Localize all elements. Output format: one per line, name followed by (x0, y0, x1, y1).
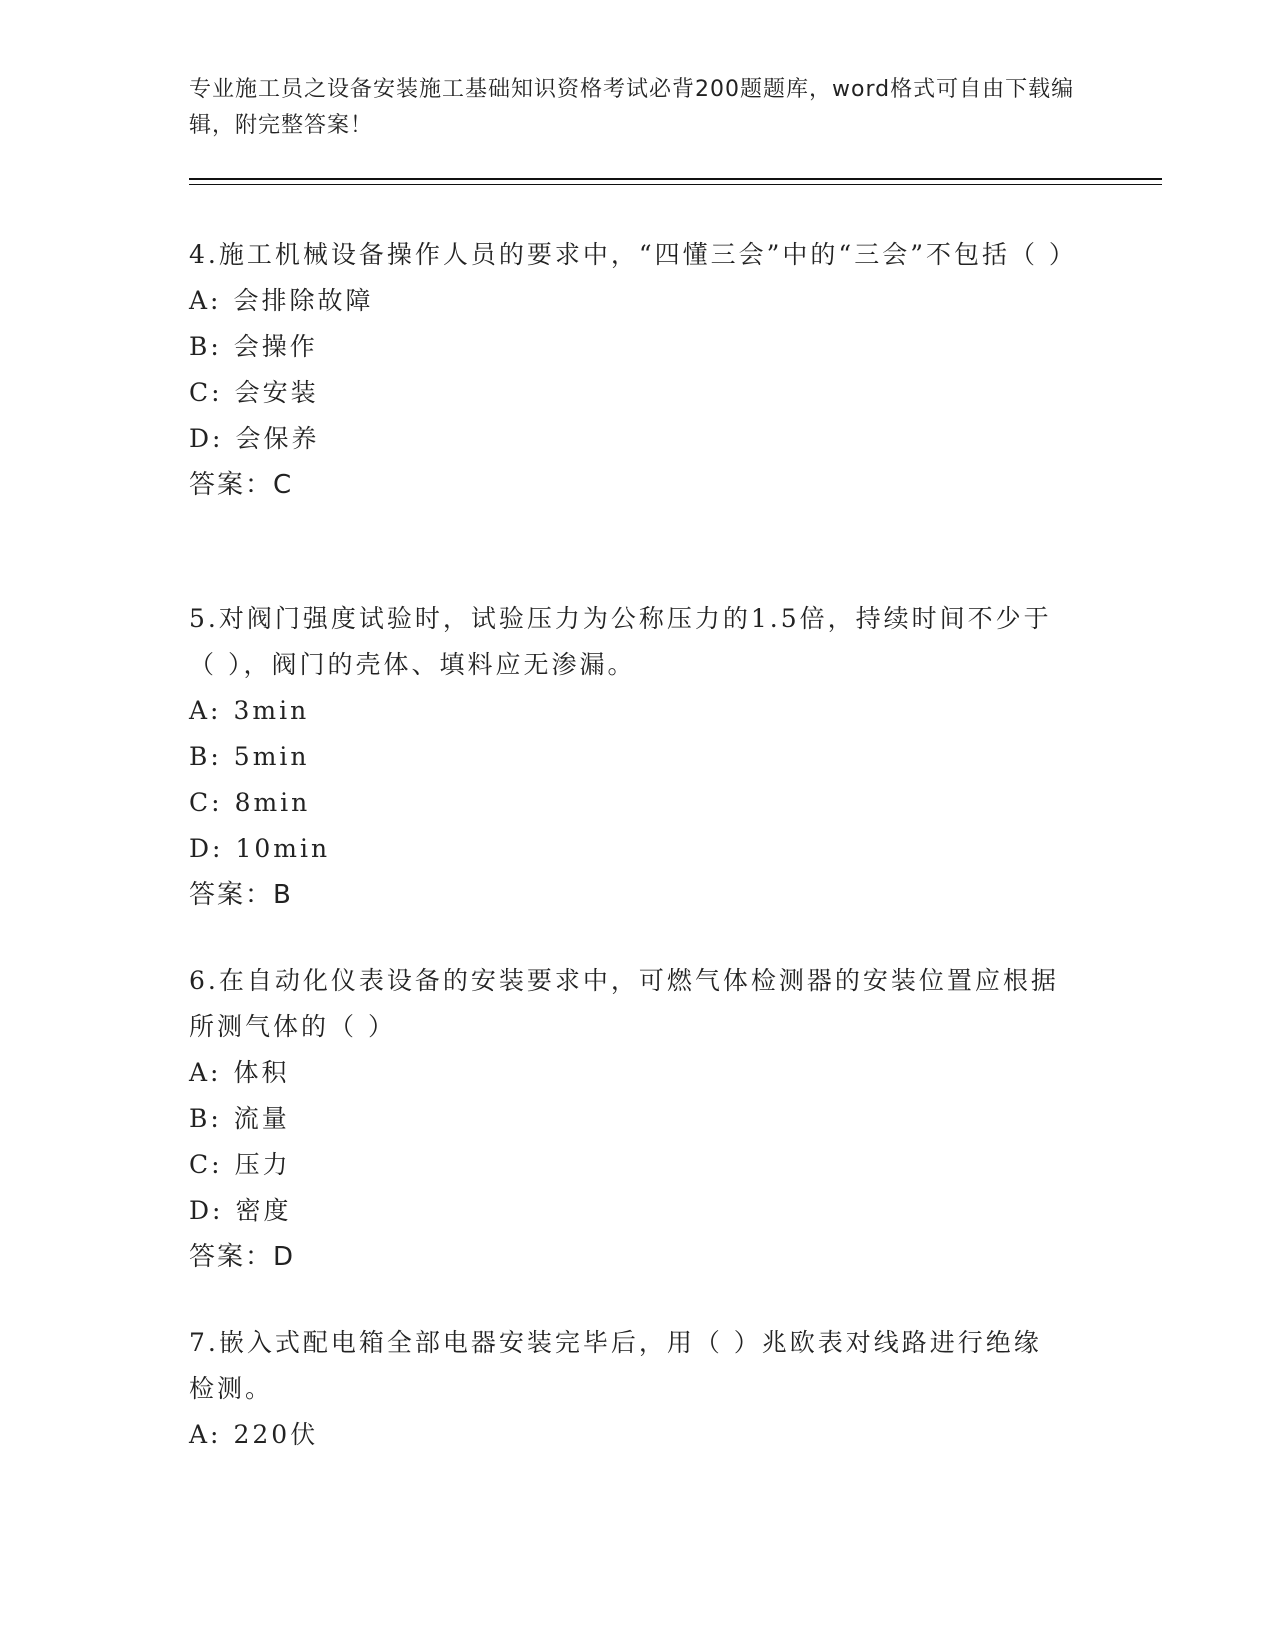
option-text: 会安装 (234, 378, 319, 407)
option-text: 3min (233, 696, 310, 725)
question-5 (189, 596, 1069, 918)
header-divider-thin (189, 184, 1162, 185)
option-a (189, 278, 1069, 324)
option-text: 220伏 (233, 1420, 319, 1449)
option-a (189, 1412, 1069, 1458)
option-letter: B: (189, 1104, 222, 1133)
option-letter: A: (189, 1058, 222, 1087)
option-c (189, 1142, 1069, 1188)
question-6 (189, 958, 1069, 1280)
document-header (189, 72, 1089, 144)
option-letter: B: (189, 332, 222, 361)
option-b (189, 324, 1069, 370)
question-4 (189, 232, 1077, 508)
option-letter: A: (189, 696, 222, 725)
option-b (189, 734, 1069, 780)
option-d (189, 826, 1069, 872)
option-letter: C: (189, 1150, 223, 1179)
option-text: 5min (233, 742, 310, 771)
option-d (189, 1188, 1069, 1234)
option-a (189, 688, 1069, 734)
header-divider-thick (189, 178, 1162, 180)
option-letter: A: (189, 286, 222, 315)
option-text: 10min (235, 834, 331, 863)
question-stem: 6.在自动化仪表设备的安装要求中，可燃气体检测器的安装位置应根据所测气体的（ ） (189, 966, 1059, 1041)
option-text: 密度 (235, 1196, 292, 1225)
option-b (189, 1096, 1069, 1142)
question-stem: 4.施工机械设备操作人员的要求中，“四懂三会”中的“三会”不包括（ ） (189, 240, 1077, 269)
option-text: 会排除故障 (233, 286, 374, 315)
option-letter: C: (189, 378, 223, 407)
answer-line: 答案：D (189, 1242, 296, 1272)
option-text: 8min (234, 788, 311, 817)
option-text: 会操作 (233, 332, 318, 361)
question-7 (189, 1320, 1069, 1458)
option-d (189, 416, 1069, 462)
question-stem: 7.嵌入式配电箱全部电器安装完毕后，用（ ）兆欧表对线路进行绝缘检测。 (189, 1328, 1042, 1403)
answer-line: 答案：C (189, 470, 294, 500)
option-letter: D: (189, 834, 224, 863)
option-text: 体积 (233, 1058, 290, 1087)
answer-line: 答案：B (189, 880, 293, 910)
option-text: 压力 (234, 1150, 291, 1179)
document-title: 专业施工员之设备安装施工基础知识资格考试必背200题题库，word格式可自由下载编辑，附完整答案！ (189, 77, 1075, 138)
question-stem: 5.对阀门强度试验时，试验压力为公称压力的1.5倍，持续时间不少于（ ），阀门的壳体、填料应无渗漏。 (189, 604, 1052, 679)
option-letter: B: (189, 742, 222, 771)
option-letter: A: (189, 1420, 222, 1449)
option-c (189, 370, 1069, 416)
option-letter: C: (189, 788, 223, 817)
option-text: 会保养 (235, 424, 320, 453)
option-letter: D: (189, 424, 224, 453)
option-c (189, 780, 1069, 826)
option-a (189, 1050, 1069, 1096)
option-letter: D: (189, 1196, 224, 1225)
option-text: 流量 (233, 1104, 290, 1133)
